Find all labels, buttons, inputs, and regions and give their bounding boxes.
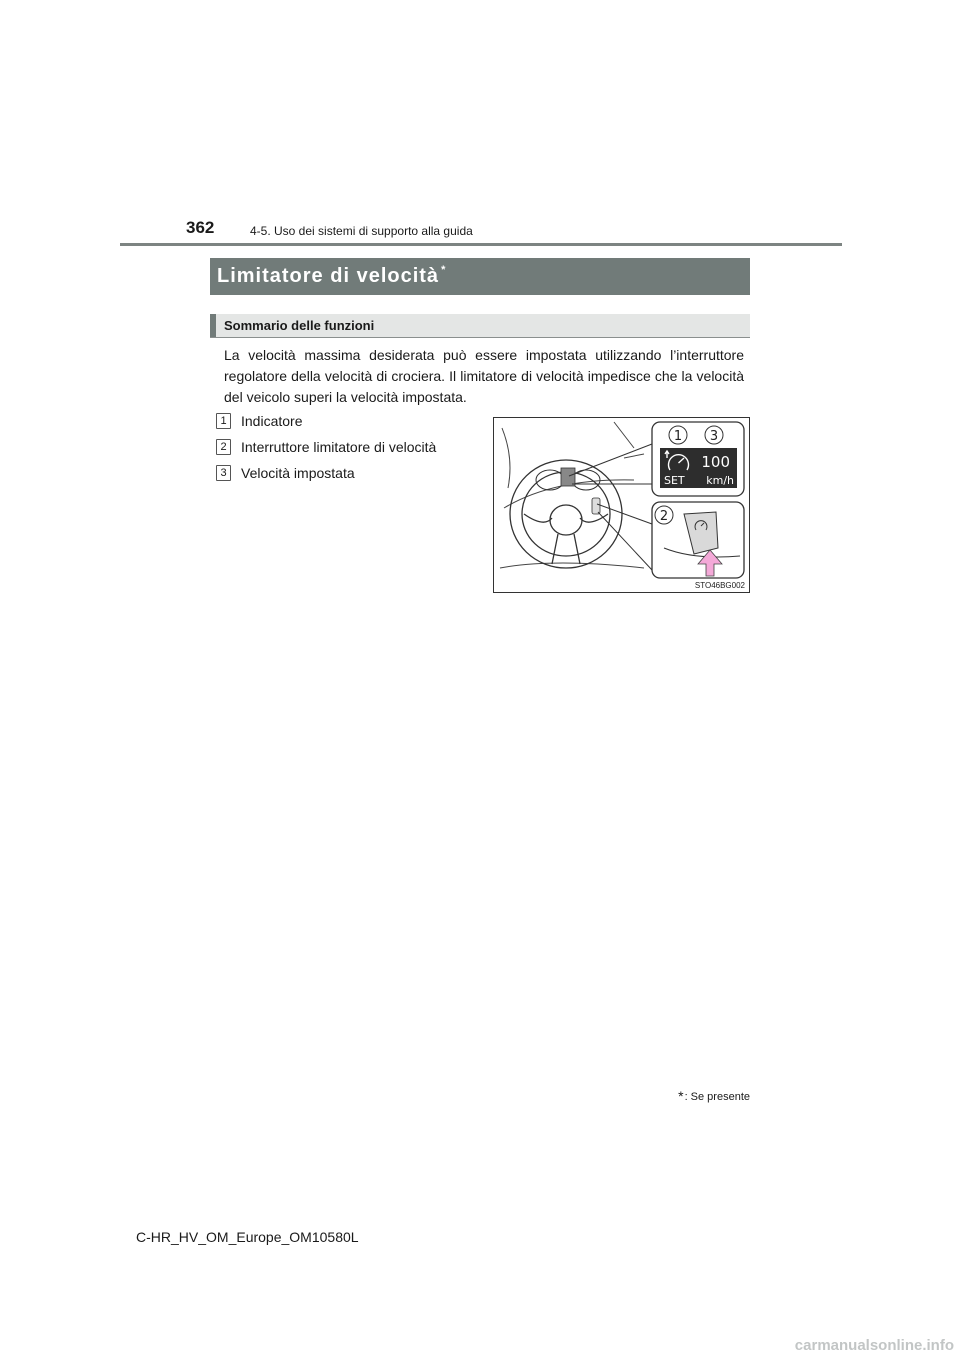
legend-number: 2 <box>216 439 231 455</box>
cockpit-illustration <box>493 417 750 593</box>
subheading-accent <box>210 314 216 337</box>
callout-number-2: 2 <box>659 509 669 524</box>
display-set: SET <box>664 474 685 487</box>
legend-item <box>216 438 436 458</box>
legend-label: Interruttore limitatore di velocità <box>241 438 437 455</box>
section-title <box>210 258 750 295</box>
figure-code: STO46BG002 <box>694 581 745 590</box>
vent-line <box>614 422 634 448</box>
footnote-marker: * <box>678 1088 684 1104</box>
vent-line-2 <box>624 454 644 458</box>
legend-item <box>216 464 355 484</box>
wheel-switch <box>592 498 600 514</box>
header-rule <box>120 243 842 246</box>
callout-number-1: 1 <box>673 429 683 444</box>
legend-number: 1 <box>216 413 231 429</box>
legend-label: Indicatore <box>241 412 303 429</box>
legend-item <box>216 412 302 432</box>
optional-marker: * <box>441 264 447 276</box>
section-path: 4-5. Uso dei sistemi di supporto alla guida <box>250 224 473 238</box>
legend-number: 3 <box>216 465 231 481</box>
page-number: 362 <box>186 218 215 237</box>
display-speed: 100 <box>701 453 730 471</box>
intro-paragraph: La velocità massima desiderata può essere impostata utilizzando l’interruttore regolatore della velocità di crociera. Il limitatore di velocità impedisce che la velocità del veicolo superi la velocità impostata. <box>224 347 744 405</box>
watermark: carmanualsonline.info <box>794 1337 954 1354</box>
cluster-display <box>561 468 575 486</box>
document-code: C-HR_HV_OM_Europe_OM10580L <box>136 1229 359 1245</box>
section-title-text: Limitatore di velocità <box>217 265 440 287</box>
pillar-line <box>502 428 510 488</box>
legend-label: Velocità impostata <box>241 464 355 481</box>
subheading-bar <box>210 314 750 338</box>
display-unit: km/h <box>706 474 734 487</box>
callout-number-3: 3 <box>709 429 719 444</box>
footnote <box>678 1088 750 1104</box>
cockpit-drawing <box>494 418 749 592</box>
subheading-text: Sommario delle funzioni <box>224 318 375 333</box>
footnote-text: : Se presente <box>684 1091 750 1103</box>
